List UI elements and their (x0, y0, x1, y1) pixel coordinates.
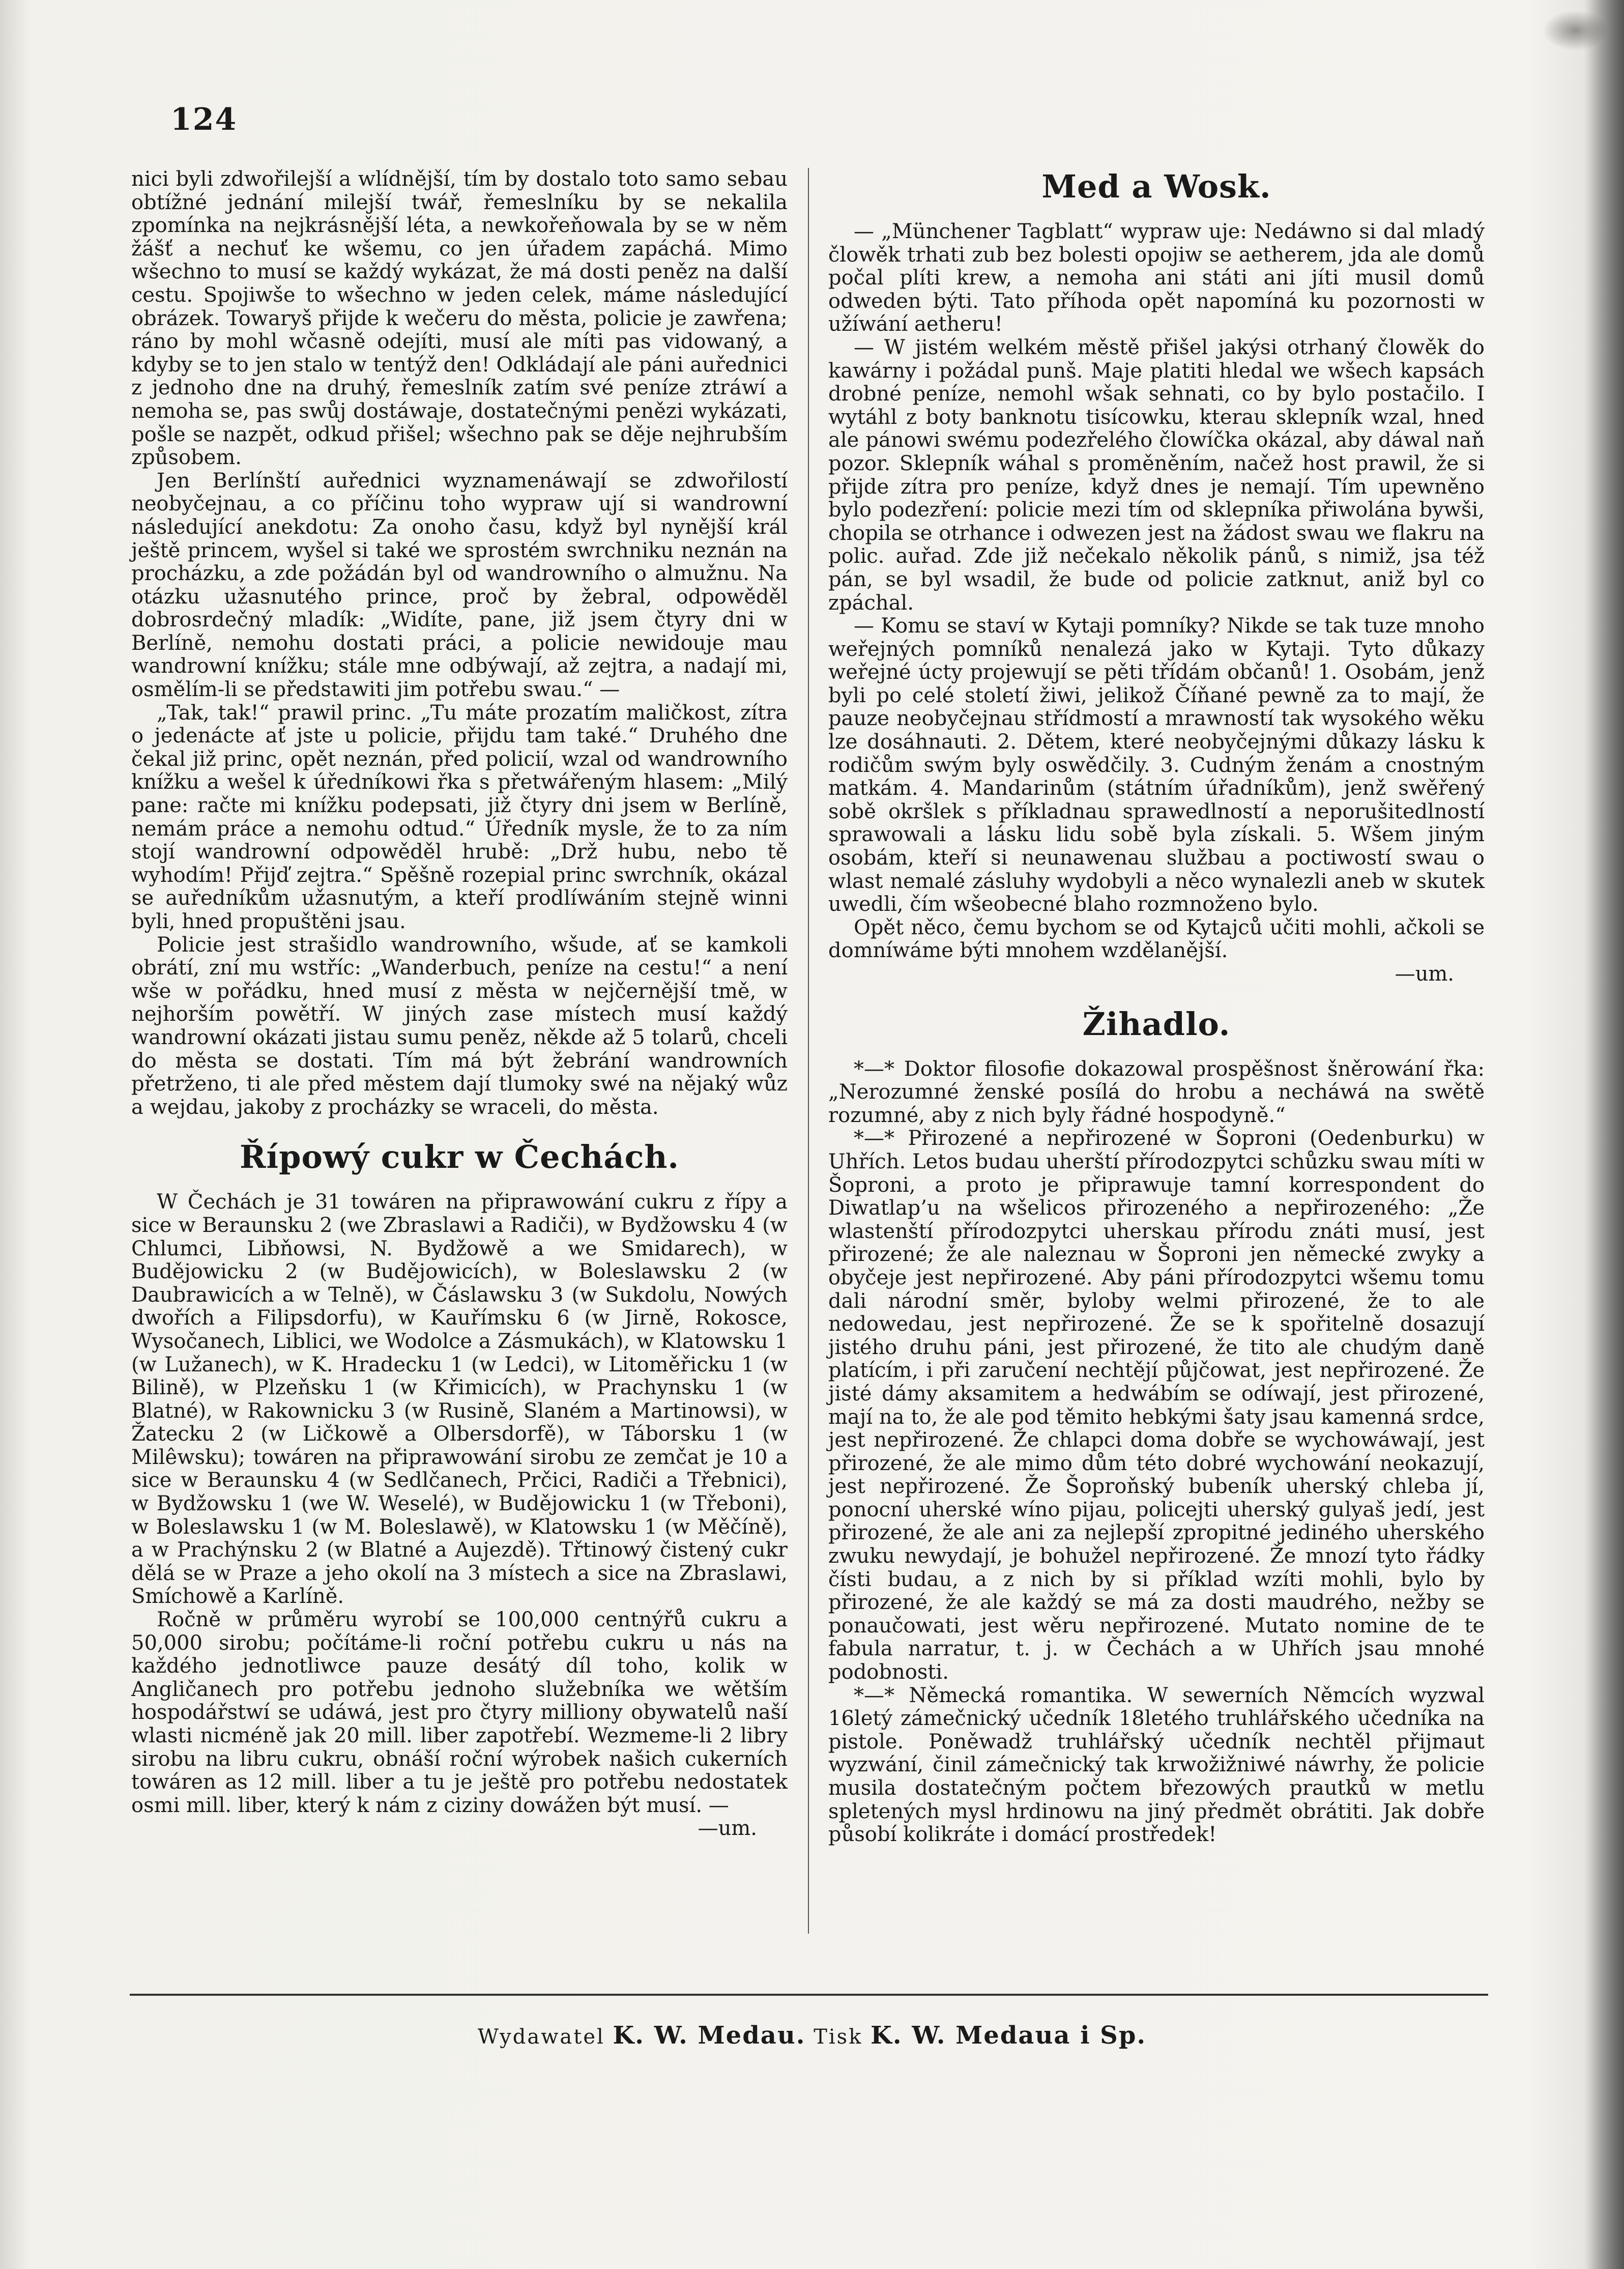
article-paragraph: „Tak, tak!“ prawil princ. „Tu máte prozatím maličkost, zítra o jedenácte ať jste u policie, přijdu tam také.“ Druhého dne čekal již princ, opět neznán, před policií, wzal od wandrowního knížku a wešel k úředníkowi řka s přetwářeným hlasem: „Milý pane: račte mi knížku podepsati, již čtyry dni jsem w Berlíně, nemám práce a nemohu odtud.“ Úředník mysle, že to za ním stojí wandrowní odpowěděl hrubě: „Drž hubu, nebo tě wyhodím! Přijď zejtra.“ Spěšně rozepial princ swrchník, okázal se auředníkům užasnutým, a kteří prodlíwáním stejně winni byli, hned propuštěni jsau. (131, 701, 788, 933)
article-paragraph: Jen Berlínští auřednici wyznamenáwají se zdwořilostí neobyčejnau, a co příčinu toho wypraw ují si wandrowní následující anekdotu: Za onoho času, když byl nynější král ještě princem, wyšel si také we sprostém swrchniku neznán na procházku, a zde požádán byl od wandrowního o almužnu. Na otázku užasnutého prince, proč by žebral, odpowěděl dobrosrdečný mladík: „Widíte, pane, již jsem čtyry dni w Berlíně, nemohu dostati práci, a policie newidouje mau wandrowní knížku; stále mne odbýwají, až zejtra, a nadají mi, osmělím-li se předstawiti jim potřebu swau.“ — (131, 469, 788, 702)
publisher-name: K. W. Medau. (613, 2021, 806, 2050)
article-paragraph: — W jistém welkém městě přišel jakýsi otrhaný člowěk do kawárny i požádal punš. Maje platiti hledal we wšech kapsách drobné peníze, nemohl wšak sehnati, co by bylo postačilo. I wytáhl z boty banknotu tisícowku, kterau sklepník wzal, hned ale pánowi swému podezřelého člowíčka okázal, aby dáwal naň pozor. Sklepník wáhal s proměněním, načež host prawil, že si přijde zítra pro peníze, když dnes je nemají. Tím upewněno bylo podezření: policie mezi tím od sklepníka přiwolána bywši, chopila se otrhance i odwezen jest na žádost swau we flakru na polic. auřad. Zde již nečekalo několik pánů, s nimiž, jsa též pán, se byl wsadil, že bude od policie zatknut, aniž byl co zpáchal. (828, 335, 1485, 615)
print-label: Tisk (814, 2025, 863, 2049)
right-column (828, 168, 1485, 1847)
section-title-beet-sugar: Řípowý cukr w Čechách. (240, 1138, 679, 1176)
printer-name: K. W. Medaua i Sp. (871, 2021, 1147, 2050)
article-paragraph: *—* Přirozené a nepřirozené w Šoproni (Oedenburku) w Uhřích. Letos budau uherští přírodozpytci schůzku swau míti w Šoproni, a proto je připrawuje tamní korrespondent do Diwatlap’u na wšelicos přirozeného a nepřirozeného: „Že wlastenští přírodozpytci uherskau přírodu znáti musí, jest přirozené; že ale naleznau w Šoproni jen německé zwyky a obyčeje jest nepřirozené. Aby páni přírodozpytci wšemu tomu dali národní směr, byloby welmi přirozené, že to ale nedowedau, jest nepřirozené. Že se k spořitelně dosazují jistého druhu páni, jest přirozené, že tito ale chudým daně platícím, i při zaručení nechtějí půjčowat, jest nepřirozené. Že jisté dámy aksamitem a hedwábím se odíwají, jest přirozené, mají na to, že ale pod těmito hebkými šaty jsau kamenná srdce, jest nepřirozené. Že chlapci doma dobře se wychowáwají, jest přirozené, že ale mimo dům této dobré wychowání neokazují, jest nepřirozené. Že Šoproňský bubeník uherský chleba jí, ponocní uherské wíno pijau, policejti uherský gulyaš jedí, jest přirozené, že ale ani za nejlepší zpropitné jediného uherského zwuku newydají, je bohužel nepřirozené. Že mnozí tyto řádky čísti budau, a z nich by si příklad wzíti mohli, bylo by přirozené, že ale každý se má za dosti maudrého, nežby se ponaučowati, jest wěru nepřirozené. Mutato nomine de te fabula narratur, t. j. w Čechách a w Uhřích jsau mnohé podobnosti. (828, 1127, 1485, 1684)
author-signature: —um. (698, 1817, 757, 1841)
section-title-zihadlo: Žihadlo. (1082, 1005, 1231, 1043)
author-signature: —um. (1395, 962, 1454, 986)
section-title-med-a-wosk: Med a Wosk. (1041, 168, 1271, 205)
article-paragraph: Policie jest strašidlo wandrowního, wšude, ať se kamkoli obrátí, zní mu wstříc: „Wanderbuch, peníze na cestu!“ a není wše w pořádku, hned musí z města w nejčernější tmě, w nejhorším powětří. W jiných zase místech musí každý wandrowní okázati jistau sumu peněz, někde až 5 tolarů, chceli do města se dostati. Tím má být žebrání wandrowních přetrženo, ti ale před městem dají tlumoky swé na nějaký wůz a wejdau, jakoby z procházky se wraceli, do města. (131, 933, 788, 1119)
left-column (131, 168, 788, 1841)
imprint-line (0, 2021, 1624, 2050)
article-paragraph: Opět něco, čemu bychom se od Kytajců učiti mohli, ačkoli se domníwáme býti mnohem wzdělanější. (828, 915, 1485, 963)
article-paragraph: Ročně w průměru wyrobí se 100,000 centnýřů cukru a 50,000 sirobu; počítáme-li roční potřebu cukru u nás na každého jednotliwce pauze desátý díl toho, kolik w Angličanech pro potřebu jednoho služebníka we wětším hospodářstwí se udáwá, jest pro čtyry milliony obywatelů naší wlasti nicméně jak 20 mill. liber zapotřebí. Wezmeme-li 2 libry sirobu na libru cukru, obnáší roční wýrobek našich cukerních towáren as 12 mill. liber a tu je ještě pro potřebu nedostatek osmi mill. liber, který k nám z ciziny dowážen být musí. — (131, 1608, 788, 1817)
article-paragraph: — „Münchener Tagblatt“ wypraw uje: Nedáwno si dal mladý člowěk trhati zub bez bolesti opojiw se aetherem, jda ale domů počal plíti krew, a nemoha ani státi ani jíti musil domů odweden býti. Tato příhoda opět napomíná ku pozornosti w užíwání aetheru! (828, 220, 1485, 336)
publisher-label: Wydawatel (477, 2025, 605, 2049)
article-paragraph: nici byli zdwořilejší a wlídnější, tím by dostalo toto samo sebau obtížné jednání milejší twář, řemeslníku by se nekalila zpomínka na nejkrásnější léta, a newkořeňowala by se w něm žášť a nechuť ke wšemu, co jen úřadem zapáchá. Mimo wšechno to musí se každý wykázat, že má dosti peněz na další cestu. Spojiwše to wšechno w jeden celek, máme následující obrázek. Towaryš přijde k wečeru do města, policie je zawřena; ráno by mohl wčasně odejíti, musí ale míti pas vidowaný, a kdyby se to jen stalo w tentýž den! Odkládají ale páni auřednici z jednoho dne na druhý, řemeslník zatím své peníze ztráwí a nemoha se, pas swůj dostáwaje, dostatečnými penězi wykázati, pošle se nazpět, odkud přišel; wšechno pak se děje nejhrubším způsobem. (131, 167, 788, 470)
article-paragraph: W Čechách je 31 towáren na připrawowání cukru z řípy a sice w Beraunsku 2 (we Zbraslawi a Radiči), w Bydžowsku 4 (w Chlumci, Libňowsi, N. Bydžowě a we Smidarech), w Budějowicku 2 (w Budějowicích), w Boleslawsku 2 (w Daubrawicích a w Telně), w Čáslawsku 3 (w Sukdolu, Nowých dwořích a Filipsdorfu), w Kauřímsku 6 (w Jirně, Rokosce, Wysočanech, Liblici, we Wodolce a Zásmukách), w Klatowsku 1 (w Lužanech), w K. Hradecku 1 (w Ledci), w Litoměřicku 1 (w Bilině), w Plzeňsku 1 (w Křimicích), w Prachynsku 1 (w Blatné), w Rakownicku 3 (w Rusině, Slaném a Martinowsi), w Žatecku 2 (w Ličkowě a Olbersdorfě), w Táborsku 1 (w Milêwsku); towáren na připrawowání sirobu ze zemčat je 10 a sice w Beraunsku 4 (w Sedlčanech, Prčici, Radiči a Třebnici), w Bydžowsku 1 (we W. Weselé), w Budějowicku 1 (w Třeboni), w Boleslawsku 1 (w M. Boleslawě), w Klatowsku 1 (w Měčíně), a w Prachýnsku 2 (w Blatné a Aujezdě). Třtinowý čistený cukr dělá se w Praze a jeho okolí na 3 místech a sice na Zbraslawi, Smíchowě a Karlíně. (131, 1190, 788, 1609)
article-paragraph: — Komu se staví w Kytaji pomníky? Nikde se tak tuze mnoho weřejných pomníků nenalezá jako w Kytaji. Tyto důkazy weřejné úcty projewují se pěti třídám občanů! 1. Osobám, jenž byli po celé století žiwi, jelikož Číňané pewně za to mají, že pauze neobyčejnau střídmostí a mrawností tak wysokého wěku lze dosáhnauti. 2. Dětem, které neobyčejnými důkazy lásku k rodičům swým byly oswědčily. 3. Cudným ženám a cnostným matkám. 4. Mandarinům (státním úřadníkům), jenž swěřený sobě okršlek s příkladnau sprawedlností a neporušitedlností sprawowali a lásku lidu sobě byla získali. 5. Wšem jiným osobám, kteří si neunawenau službau a poctiwostí swau o wlast nemalé zásluhy wydobyli a něco wynalezli aneb w skutek uwedli, čím wšeobecné blaho rozmnoženo bylo. (828, 614, 1485, 916)
scan-edge-shadow (1583, 0, 1624, 2269)
column-divider (808, 168, 809, 1934)
footer-rule (130, 1994, 1488, 1996)
article-paragraph: *—* Německá romantika. W sewerních Němcích wyzwal 16letý zámečnický učedník 18letého truhlářského učedníka na pistole. Poněwadž truhlářský učedník nechtěl přijmaut wyzwání, činil zámečnický tak krwožižniwé náwrhy, že policie musila dostatečným počtem březowých prautků w metlu spletených mysl hrdinowu na jiný předmět obrátiti. Jak dobře působí kolikráte i domácí prostředek! (828, 1683, 1485, 1847)
page-number: 124 (170, 102, 238, 137)
article-paragraph: *—* Doktor filosofie dokazowal prospěšnost šněrowání řka: „Nerozumné ženské posílá do hrobu a necháwá na swětě rozumné, aby z nich byly řádné hospodyně.“ (828, 1057, 1485, 1127)
